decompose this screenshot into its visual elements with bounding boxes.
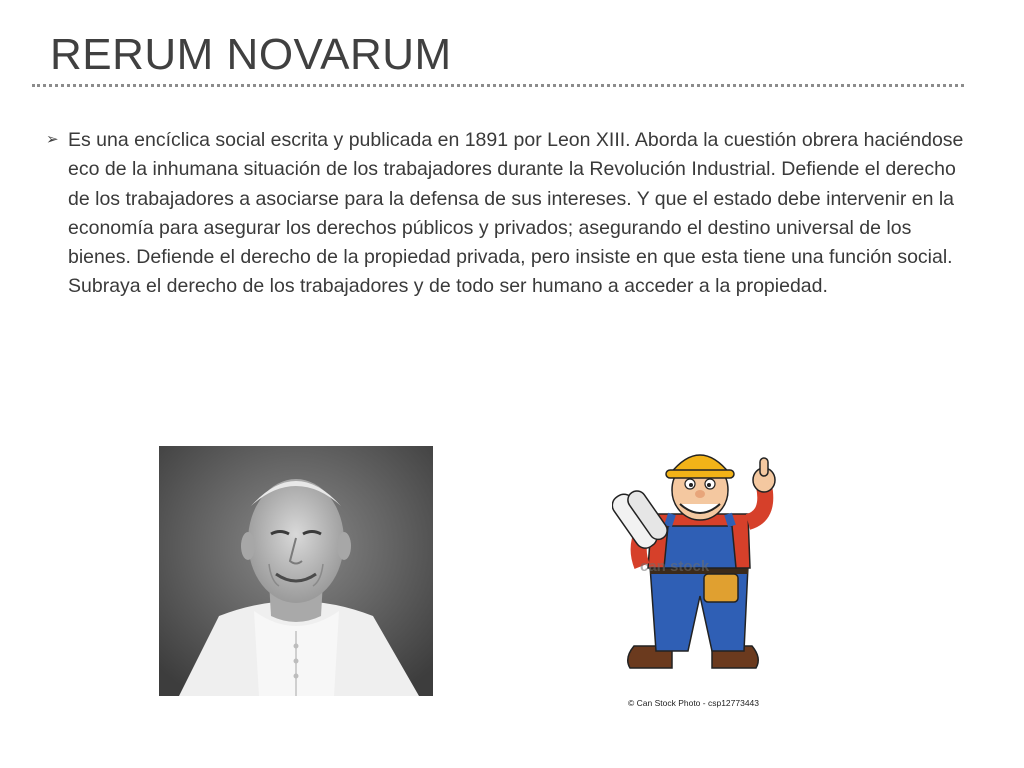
image-watermark: can stock (640, 558, 710, 575)
bullet-text: Es una encíclica social escrita y publicada en 1891 por Leon XIII. Aborda la cuestión obrera haciéndose eco de la inhumana situación de los trabajadores durante la Revolución Industrial. Defiende el derecho de los trabajadores a asociarse para la defensa de sus intereses. Y que el estado debe intervenir en la economía para asegurar los derechos públicos y privados; asegurando el destino universal de los bienes. Defiende el derecho de la propiedad privada, pero insiste en que esta tiene una función social. Subraya el derecho de los trabajadores y de todo ser humano a acceder a la propiedad. (68, 129, 964, 298)
title-divider (32, 84, 964, 87)
bullet-item (46, 126, 966, 302)
arrowhead-bullet-icon: ➢ (46, 131, 59, 148)
pope-portrait-image (159, 446, 433, 696)
image-credit: © Can Stock Photo - csp12773443 (628, 698, 760, 708)
slide-title: RERUM NOVARUM (50, 30, 452, 79)
worker-cartoon-image (612, 446, 788, 710)
